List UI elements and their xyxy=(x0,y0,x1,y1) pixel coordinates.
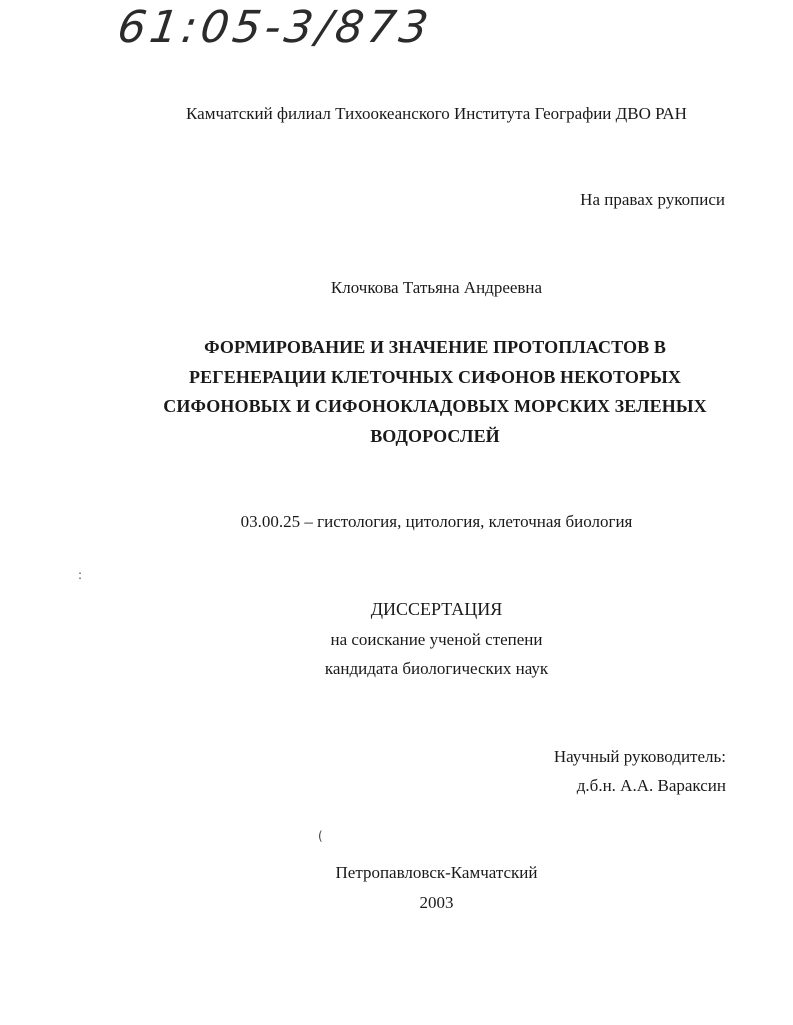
archive-stamp xyxy=(114,0,468,62)
scan-mark-colon: : xyxy=(78,568,83,582)
specialty-code: 03.00.25 – гистология, цитология, клеточная биология xyxy=(240,512,633,531)
degree-line-2: кандидата биологических наук xyxy=(324,659,549,678)
title-line: СИФОНОВЫХ И СИФОНОКЛАДОВЫХ МОРСКИХ ЗЕЛЕНЫХ xyxy=(163,396,707,416)
dissertation-title xyxy=(110,333,760,451)
rights-note: На правах рукописи xyxy=(580,190,725,209)
degree-line-1: на соискание ученой степени xyxy=(330,630,543,649)
title-line: ВОДОРОСЛЕЙ xyxy=(370,425,500,446)
dissertation-label: ДИССЕРТАЦИЯ xyxy=(370,599,503,619)
title-line: ФОРМИРОВАНИЕ И ЗНАЧЕНИЕ ПРОТОПЛАСТОВ В xyxy=(204,337,666,357)
supervisor-label: Научный руководитель: xyxy=(553,747,726,766)
handwritten-catalog-number: 61:05-3/873 xyxy=(114,2,436,53)
title-line: РЕГЕНЕРАЦИИ КЛЕТОЧНЫХ СИФОНОВ НЕКОТОРЫХ xyxy=(189,366,681,387)
institution-name: Камчатский филиал Тихоокеанского Института Географии ДВО РАН xyxy=(186,104,687,123)
author-name: Клочкова Татьяна Андреевна xyxy=(330,278,543,297)
scan-mark-paren: ( xyxy=(318,829,323,843)
city-name: Петропавловск-Камчатский xyxy=(335,863,538,882)
publication-year: 2003 xyxy=(419,893,454,912)
supervisor-name: д.б.н. А.А. Вараксин xyxy=(576,776,726,795)
